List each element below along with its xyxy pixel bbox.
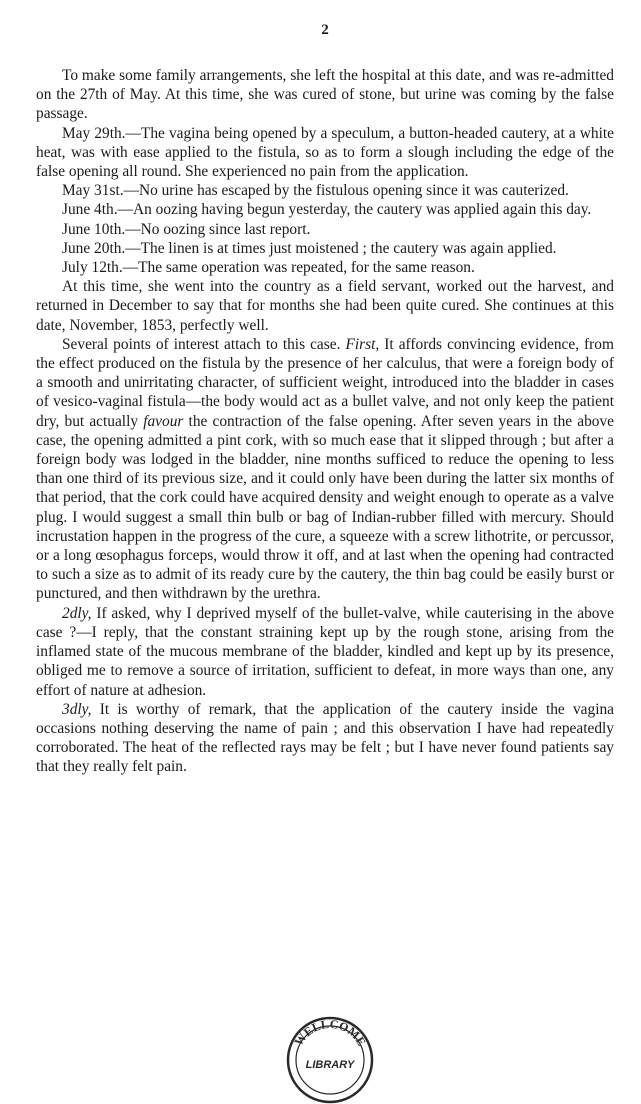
paragraph: At this time, she went into the country as a field servant, worked out the harvest, and returned in December to say that for months she had been quite cured. She continues at this date, November, 1853, perfectly well. [36,278,614,334]
paragraph: July 12th.—The same operation was repeated, for the same reason. [62,259,475,277]
paragraph: 3dly, It is worthy of remark, that the application of the cautery inside the vagina occasions nothing deserving the name of pain ; and this observation I have had repeatedly corroborated. The heat of the reflected rays may be felt ; but I have never found patients say that they really felt pain. [36,700,614,776]
paragraph: June 10th.—No oozing since last report. [62,220,311,238]
document-page [36,0,614,1097]
emphasis: 3dly, [62,700,92,718]
emphasis: favour [143,412,184,430]
paragraph: June 4th.—An oozing having begun yesterday, the cautery was applied again this day. [62,201,592,219]
paragraph: 2dly, If asked, why I deprived myself of the bullet-valve, while cauterising in the above case ?—I reply, that the constant straining kept up by the rough stone, arising from the inflamed state of the mucous membrane of the bladder, kindled and kept up by its presence, obliged me to remove a source of irritation, sufficient to defeat, in more ways than one, any effort of nature at adhesion. [36,604,614,699]
paragraph: May 31st.—No urine has escaped by the fistulous opening since it was cauterized. [62,182,569,200]
body-text [36,66,614,777]
stamp-top-text: WELLCOME [291,1016,369,1049]
emphasis: First, [345,335,380,353]
stamp-middle-text: LIBRARY [305,1059,355,1071]
paragraph: June 20th.—The linen is at times just moistened ; the cautery was again applied. [62,239,557,257]
paragraph: May 29th.—The vagina being opened by a speculum, a button-headed cautery, at a white heat, was with ease applied to the fistula, so as to form a slough including the edge of the false opening all round. She experienced no pain from the application. [36,124,614,181]
page-number: 2 [321,22,329,38]
library-stamp-icon [283,1010,377,1104]
paragraph: Several points of interest attach to this case. First, It affords convincing evidence, from the effect produced on the fistula by the presence of her calculus, that were a foreign body of a smooth and unirritating character, of sufficient weight, introduced into the bladder in cases of vesico-vaginal fistula—the body would act as a bullet valve, and not only keep the patient dry, but actually favour the contraction of the false opening. After seven years in the above case, the opening admitted a pint cork, with so much ease that it slipped through ; but after a foreign body was lodged in the bladder, nine months sufficed to reduce the opening to less than one third of its previous size, and it could only have been during the latter six months of that period, that the cork could have acquired density and weight enough to operate as a valve plug. I would suggest a small thin bulb or bag of Indian-rubber filled with mercury. Should incrustation happen in the progress of the cure, a squeeze with a screw lithotrite, or percussor, or a long œsophagus forceps, would throw it off, and at last when the opening had contracted to such a size as to admit of its ready cure by the cautery, the thin bag could be easily burst or punctured, and then withdrawn by the urethra. [36,335,614,603]
emphasis: 2dly, [62,604,92,622]
svg-text:WELLCOME [291,1017,369,1049]
paragraph: To make some family arrangements, she left the hospital at this date, and was re-admitted on the 27th of May. At this time, she was cured of stone, but urine was coming by the false passage. [36,67,614,123]
